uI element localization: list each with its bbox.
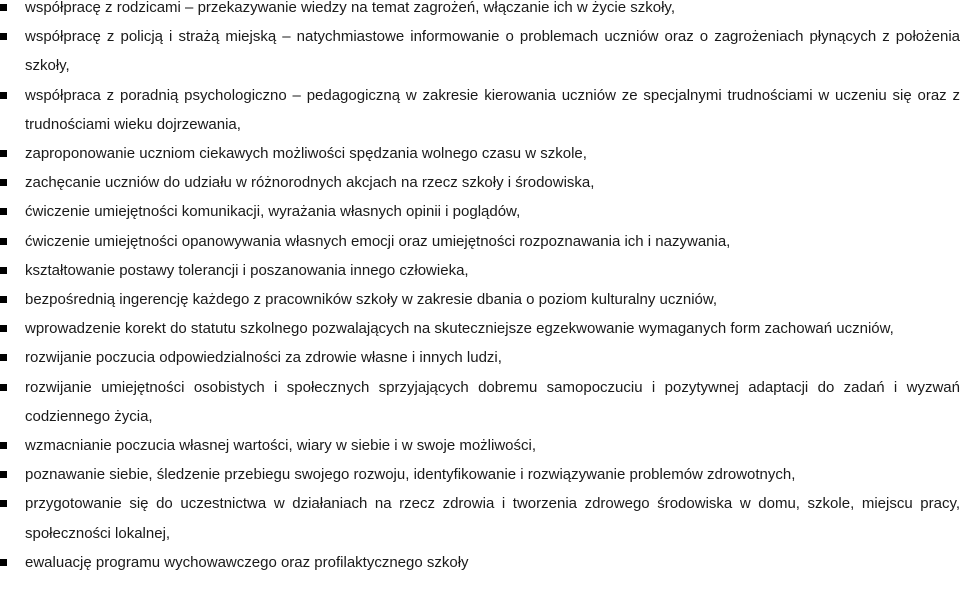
list-item	[0, 22, 960, 80]
list-item	[0, 285, 960, 314]
square-bullet-icon	[0, 296, 7, 303]
list-item-text: zaproponowanie uczniom ciekawych możliwości spędzania wolnego czasu w szkole,	[25, 145, 587, 163]
list-item	[0, 168, 960, 197]
square-bullet-icon	[0, 238, 7, 245]
list-item-text: wzmacnianie poczucia własnej wartości, wiary w siebie i w swoje możliwości,	[25, 437, 537, 455]
list-item	[0, 139, 960, 168]
list-item-text: ćwiczenie umiejętności opanowywania własnych emocji oraz umiejętności rozpoznawania ich i nazywania,	[25, 232, 731, 250]
list-item	[0, 489, 960, 547]
square-bullet-icon	[0, 267, 7, 274]
list-item-text: wprowadzenie korekt do statutu szkolnego pozwalających na skuteczniejsze egzekwowanie wymaganych form zachowań uczniów,	[25, 320, 894, 338]
square-bullet-icon	[0, 33, 7, 40]
list-item	[0, 373, 960, 431]
square-bullet-icon	[0, 150, 7, 157]
list-item	[0, 460, 960, 489]
list-item	[0, 227, 960, 256]
list-item-text: ćwiczenie umiejętności komunikacji, wyrażania własnych opinii i poglądów,	[25, 203, 521, 221]
list-item	[0, 314, 960, 343]
list-item-text: rozwijanie poczucia odpowiedzialności za zdrowie własne i innych ludzi,	[25, 349, 502, 367]
square-bullet-icon	[0, 92, 7, 99]
list-item	[0, 0, 960, 22]
square-bullet-icon	[0, 4, 7, 11]
list-item-text: rozwijanie umiejętności osobistych i społecznych sprzyjających dobremu samopoczuciu i pozytywnej adaptacji do zadań i wyzwań codziennego życia,	[25, 378, 960, 425]
square-bullet-icon	[0, 179, 7, 186]
square-bullet-icon	[0, 442, 7, 449]
list-item	[0, 343, 960, 372]
list-item-text: współpracę z rodzicami – przekazywanie wiedzy na temat zagrożeń, włączanie ich w życie szkoły,	[25, 0, 675, 16]
square-bullet-icon	[0, 559, 7, 566]
list-item-text: kształtowanie postawy tolerancji i poszanowania innego człowieka,	[25, 261, 469, 279]
list-item	[0, 197, 960, 226]
square-bullet-icon	[0, 325, 7, 332]
square-bullet-icon	[0, 384, 7, 391]
list-item-text: poznawanie siebie, śledzenie przebiegu swojego rozwoju, identyfikowanie i rozwiązywanie problemów zdrowotnych,	[25, 466, 796, 484]
list-item-text: współpraca z poradnią psychologiczno – pedagogiczną w zakresie kierowania uczniów ze specjalnymi trudnościami w uczeniu się oraz z trudnościami wieku dojrzewania,	[25, 86, 960, 133]
list-item	[0, 548, 960, 577]
list-item-text: zachęcanie uczniów do udziału w różnorodnych akcjach na rzecz szkoły i środowiska,	[25, 174, 595, 192]
list-item	[0, 81, 960, 139]
square-bullet-icon	[0, 500, 7, 507]
list-item-text: ewaluację programu wychowawczego oraz profilaktycznego szkoły	[25, 553, 469, 571]
list-item-text: przygotowanie się do uczestnictwa w działaniach na rzecz zdrowia i tworzenia zdrowego środowiska w domu, szkole, miejscu pracy, społeczności lokalnej,	[25, 495, 960, 542]
square-bullet-icon	[0, 208, 7, 215]
list-item-text: współpracę z policją i strażą miejską – natychmiastowe informowanie o problemach uczniów oraz o zagrożeniach płynących z położenia szkoły,	[25, 28, 960, 75]
square-bullet-icon	[0, 471, 7, 478]
list-item-text: bezpośrednią ingerencję każdego z pracowników szkoły w zakresie dbania o poziom kulturalny uczniów,	[25, 291, 718, 309]
square-bullet-icon	[0, 354, 7, 361]
list-item	[0, 431, 960, 460]
list-item	[0, 256, 960, 285]
